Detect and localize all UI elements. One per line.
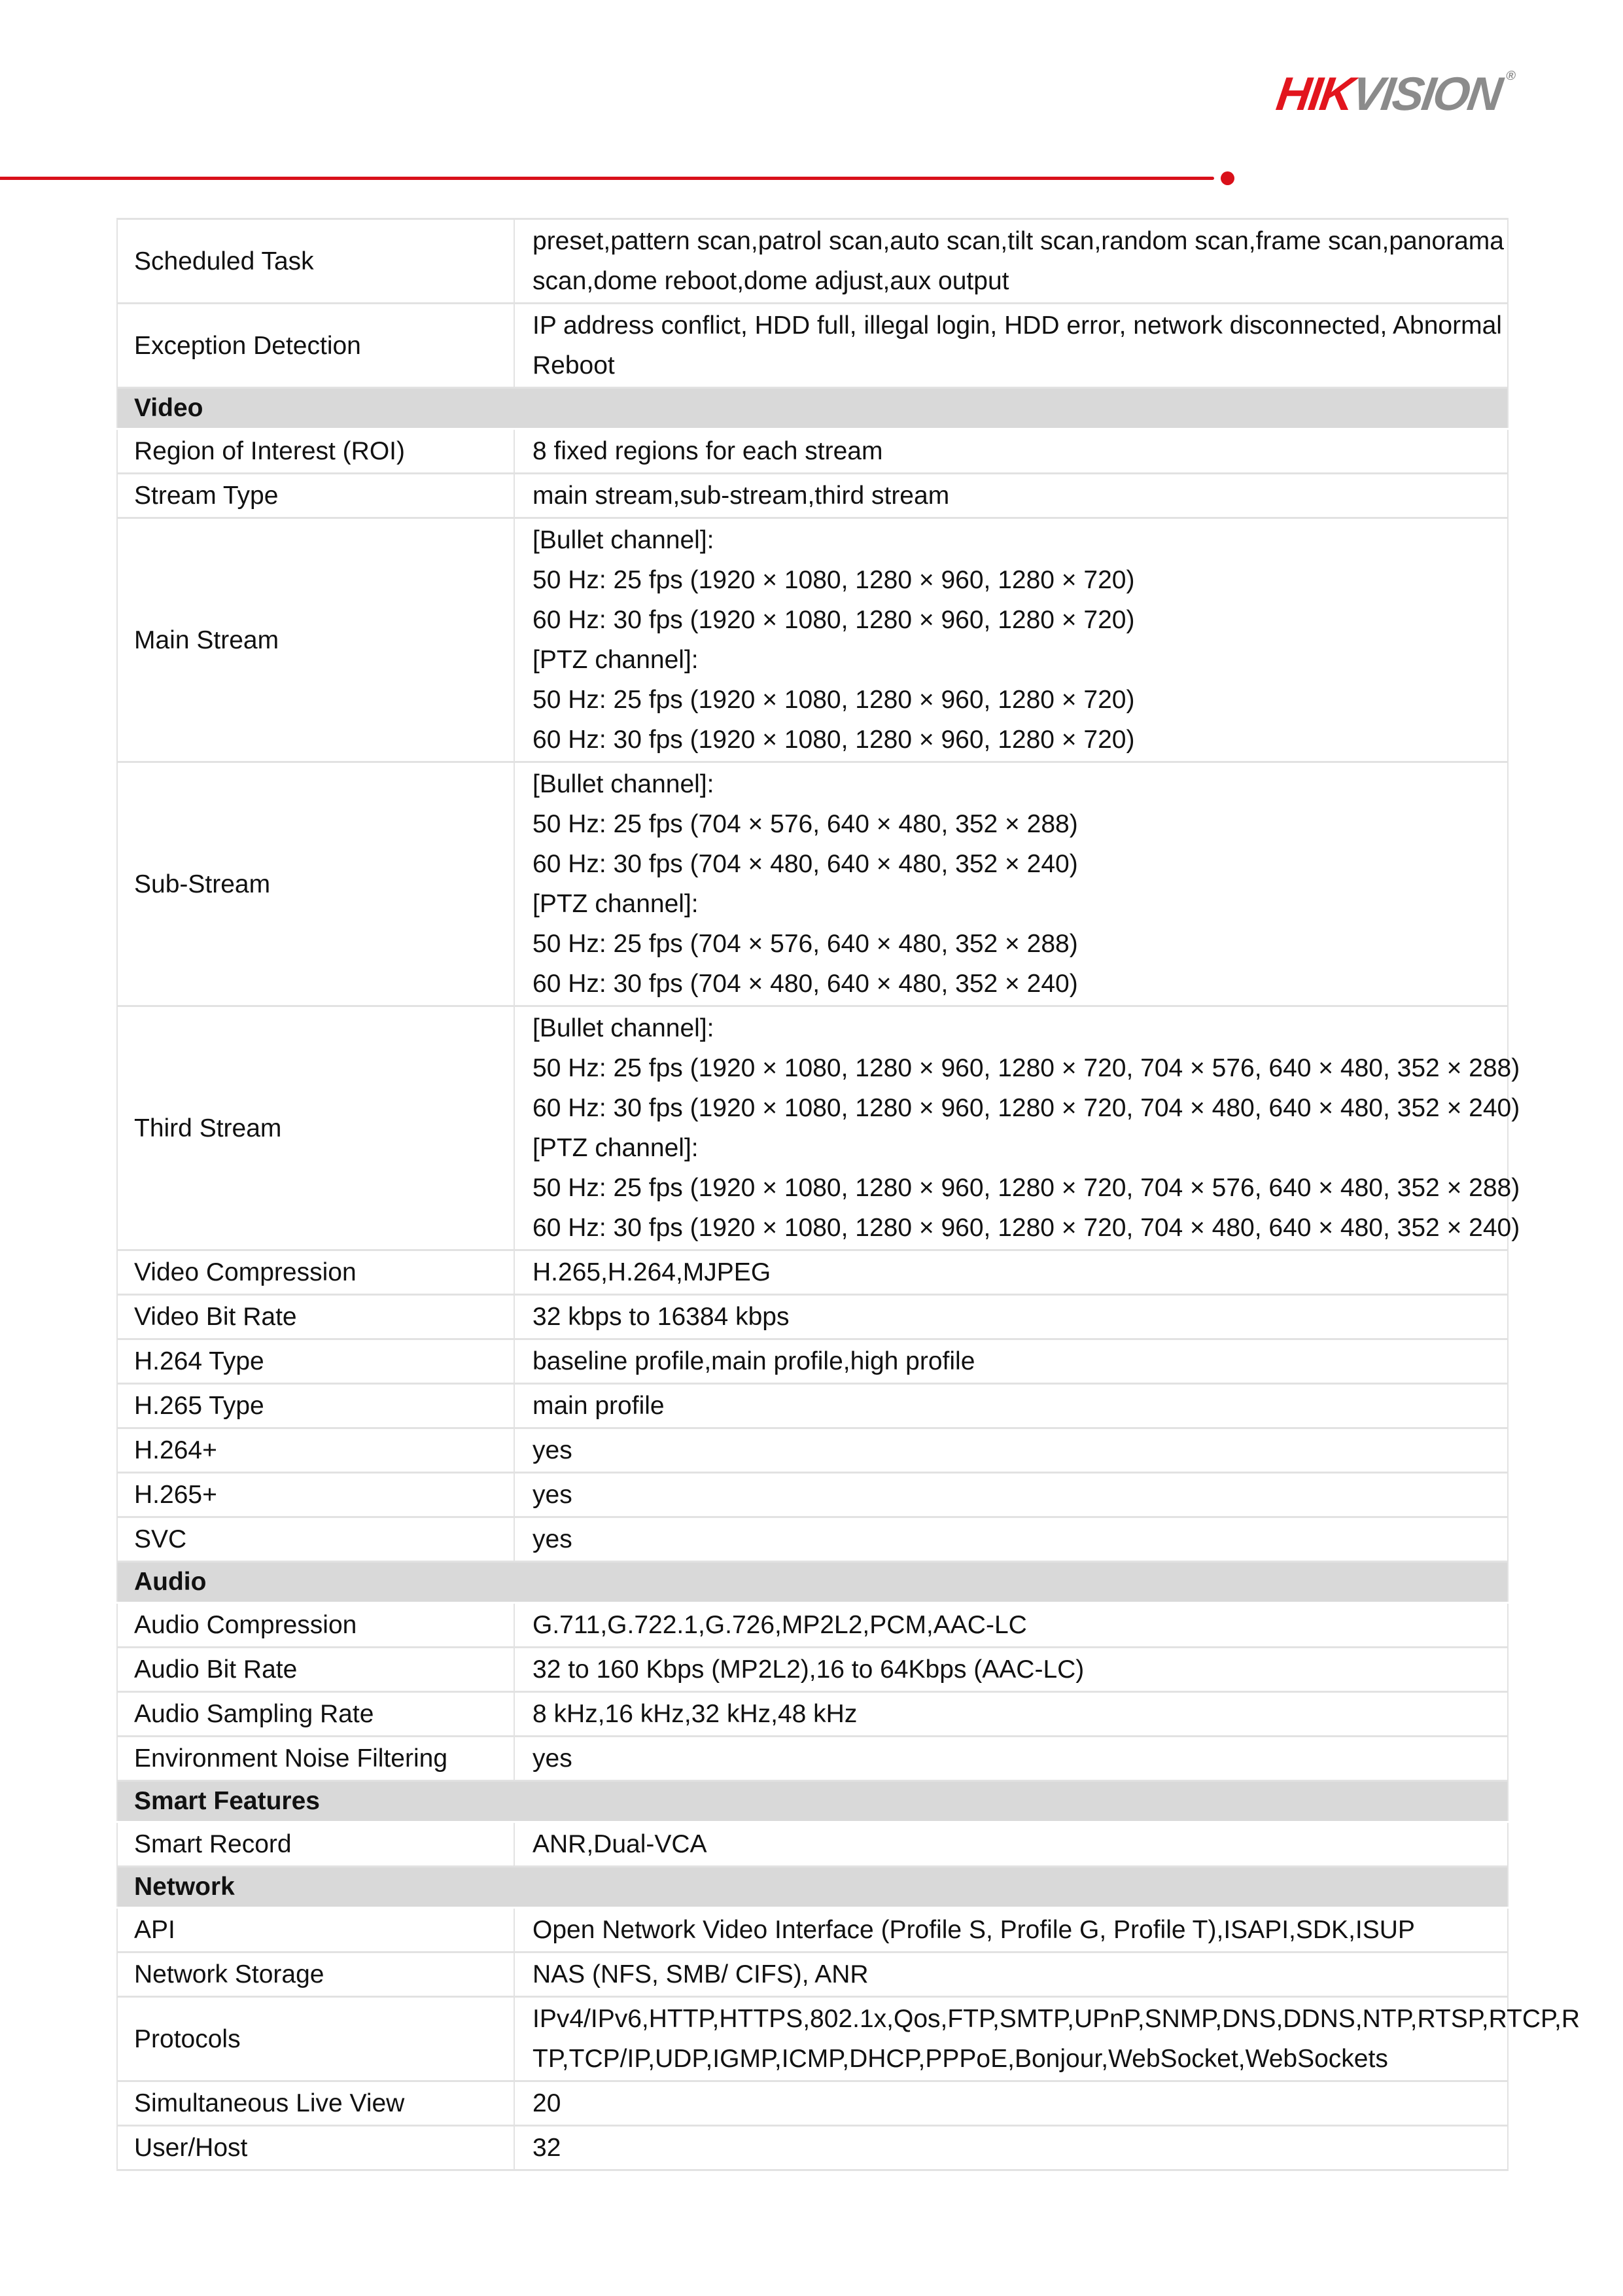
spec-label: Exception Detection (117, 304, 514, 388)
spec-value (514, 1428, 1508, 1473)
spec-value (514, 1648, 1508, 1692)
spec-value-line: 8 kHz,16 kHz,32 kHz,48 kHz (532, 1700, 858, 1728)
spec-label: H.265+ (117, 1473, 514, 1517)
spec-value (514, 1603, 1508, 1648)
hikvision-logo (1273, 68, 1517, 120)
spec-value-line: 32 to 160 Kbps (MP2L2),16 to 64Kbps (AAC-LC) (532, 1655, 1085, 1684)
table-row (117, 1428, 1508, 1473)
spec-label: Third Stream (117, 1006, 514, 1250)
table-row (117, 1822, 1508, 1867)
spec-value-line: [PTZ channel]: (532, 1134, 699, 1162)
spec-value-line: Reboot (532, 351, 615, 380)
spec-value (514, 2081, 1508, 2126)
spec-value-line: [Bullet channel]: (532, 1014, 714, 1042)
spec-value (514, 429, 1508, 474)
spec-value (514, 1822, 1508, 1867)
logo-hik-text: HIK (1273, 68, 1356, 120)
spec-label: H.264 Type (117, 1339, 514, 1384)
spec-value-line: baseline profile,main profile,high profile (532, 1347, 975, 1375)
spec-value (514, 518, 1508, 762)
spec-value-line: 50 Hz: 25 fps (1920 × 1080, 1280 × 960, 1280 × 720, 704 × 576, 640 × 480, 352 × 288) (532, 1054, 1520, 1082)
spec-label: Audio Compression (117, 1603, 514, 1648)
spec-value-line: [Bullet channel]: (532, 770, 714, 798)
section-header: Network (117, 1867, 1508, 1908)
specification-table-body (117, 219, 1580, 2170)
spec-value (514, 1692, 1508, 1737)
spec-value-line: 60 Hz: 30 fps (1920 × 1080, 1280 × 960, 1280 × 720) (532, 606, 1135, 634)
table-row (117, 1603, 1508, 1648)
table-row (117, 1908, 1508, 1952)
spec-label: API (117, 1908, 514, 1952)
table-row (117, 429, 1508, 474)
spec-value (514, 1339, 1508, 1384)
spec-value-line: main stream,sub-stream,third stream (532, 482, 950, 510)
spec-value-line: 60 Hz: 30 fps (704 × 480, 640 × 480, 352 × 240) (532, 970, 1078, 998)
spec-value (514, 219, 1508, 304)
section-header: Audio (117, 1562, 1508, 1603)
spec-value-line: 60 Hz: 30 fps (704 × 480, 640 × 480, 352 × 240) (532, 850, 1078, 878)
spec-value-line: main profile (532, 1392, 665, 1420)
spec-label: Video Bit Rate (117, 1295, 514, 1339)
spec-value (514, 1295, 1508, 1339)
spec-label: User/Host (117, 2126, 514, 2170)
table-row (117, 1648, 1508, 1692)
spec-value (514, 762, 1508, 1006)
spec-value-line: preset,pattern scan,patrol scan,auto scan,tilt scan,random scan,frame scan,panorama (532, 227, 1504, 255)
spec-value (514, 1384, 1508, 1428)
header-rule (0, 177, 1214, 180)
spec-value (514, 1737, 1508, 1781)
spec-value (514, 1952, 1508, 1997)
table-row (117, 762, 1508, 1006)
section-header: Smart Features (117, 1781, 1508, 1822)
table-row (117, 2081, 1508, 2126)
spec-value-line: 50 Hz: 25 fps (1920 × 1080, 1280 × 960, 1280 × 720) (532, 566, 1135, 594)
spec-value (514, 1006, 1520, 1250)
spec-value-line: 50 Hz: 25 fps (1920 × 1080, 1280 × 960, 1280 × 720, 704 × 576, 640 × 480, 352 × 288) (532, 1174, 1520, 1202)
spec-value-line: 32 kbps to 16384 kbps (532, 1303, 790, 1331)
spec-label: Environment Noise Filtering (117, 1737, 514, 1781)
spec-value-line: ANR,Dual-VCA (532, 1830, 707, 1858)
spec-value (514, 2126, 1508, 2170)
spec-value-line: H.265,H.264,MJPEG (532, 1258, 771, 1286)
table-row (117, 304, 1508, 388)
spec-label: Stream Type (117, 474, 514, 518)
spec-value-line: 50 Hz: 25 fps (704 × 576, 640 × 480, 352 × 288) (532, 810, 1078, 838)
spec-value-line: Open Network Video Interface (Profile S, Profile G, Profile T),ISAPI,SDK,ISUP (532, 1916, 1415, 1944)
table-row (117, 1997, 1508, 2081)
section-row (117, 1562, 1508, 1603)
spec-value-line: scan,dome reboot,dome adjust,aux output (532, 267, 1009, 295)
spec-value (514, 1517, 1508, 1562)
spec-label: Audio Sampling Rate (117, 1692, 514, 1737)
spec-value (514, 1908, 1508, 1952)
section-header: Video (117, 388, 1508, 429)
spec-value (514, 1250, 1508, 1295)
table-row (117, 1692, 1508, 1737)
section-row (117, 388, 1508, 429)
spec-label: Audio Bit Rate (117, 1648, 514, 1692)
table-row (117, 1006, 1508, 1250)
spec-value-line: G.711,G.722.1,G.726,MP2L2,PCM,AAC-LC (532, 1611, 1027, 1639)
table-row (117, 1339, 1508, 1384)
table-row (117, 1250, 1508, 1295)
header-rule-dot-icon (1221, 171, 1234, 185)
spec-label: Smart Record (117, 1822, 514, 1867)
spec-value-line: yes (532, 1481, 572, 1509)
spec-value-line: IP address conflict, HDD full, illegal login, HDD error, network disconnected, Abnormal (532, 311, 1502, 340)
specification-table (116, 218, 1580, 2171)
spec-label: H.264+ (117, 1428, 514, 1473)
spec-value (514, 304, 1508, 388)
table-row (117, 1384, 1508, 1428)
spec-label: SVC (117, 1517, 514, 1562)
table-row (117, 2126, 1508, 2170)
spec-label: Main Stream (117, 518, 514, 762)
logo-vision-text: VISION (1348, 68, 1504, 120)
registered-trademark-icon: ® (1505, 69, 1517, 83)
spec-value-line: 20 (532, 2089, 561, 2117)
spec-value-line: yes (532, 1525, 572, 1553)
spec-value-line: 60 Hz: 30 fps (1920 × 1080, 1280 × 960, 1280 × 720, 704 × 480, 640 × 480, 352 × 240) (532, 1094, 1520, 1122)
spec-label: Protocols (117, 1997, 514, 2081)
table-row (117, 1737, 1508, 1781)
spec-value-line: 60 Hz: 30 fps (1920 × 1080, 1280 × 960, 1280 × 720) (532, 726, 1135, 754)
table-row (117, 1295, 1508, 1339)
spec-value-line: IPv4/IPv6,HTTP,HTTPS,802.1x,Qos,FTP,SMTP,UPnP,SNMP,DNS,DDNS,NTP,RTSP,RTCP,R (532, 2005, 1580, 2033)
spec-value-line: 50 Hz: 25 fps (704 × 576, 640 × 480, 352 × 288) (532, 930, 1078, 958)
spec-label: Simultaneous Live View (117, 2081, 514, 2126)
spec-value-line: TP,TCP/IP,UDP,IGMP,ICMP,DHCP,PPPoE,Bonjour,WebSocket,WebSockets (532, 2045, 1388, 2073)
spec-value-line: 50 Hz: 25 fps (1920 × 1080, 1280 × 960, 1280 × 720) (532, 686, 1135, 714)
spec-label: Sub-Stream (117, 762, 514, 1006)
spec-value-line: 8 fixed regions for each stream (532, 437, 883, 465)
table-row (117, 1952, 1508, 1997)
spec-value-line: NAS (NFS, SMB/ CIFS), ANR (532, 1960, 869, 1988)
spec-value-line: 32 (532, 2134, 561, 2162)
spec-label: Scheduled Task (117, 219, 514, 304)
table-row (117, 1473, 1508, 1517)
spec-value-line: yes (532, 1436, 572, 1464)
spec-value-line: [PTZ channel]: (532, 890, 699, 918)
spec-label: H.265 Type (117, 1384, 514, 1428)
spec-label: Region of Interest (ROI) (117, 429, 514, 474)
table-row (117, 219, 1508, 304)
spec-value-line: 60 Hz: 30 fps (1920 × 1080, 1280 × 960, 1280 × 720, 704 × 480, 640 × 480, 352 × 240) (532, 1214, 1520, 1242)
spec-value-line: yes (532, 1744, 572, 1773)
spec-value (514, 474, 1508, 518)
section-row (117, 1781, 1508, 1822)
spec-value (514, 1997, 1580, 2081)
spec-label: Video Compression (117, 1250, 514, 1295)
section-row (117, 1867, 1508, 1908)
table-row (117, 518, 1508, 762)
table-row (117, 474, 1508, 518)
table-row (117, 1517, 1508, 1562)
spec-value-line: [Bullet channel]: (532, 526, 714, 554)
spec-value (514, 1473, 1508, 1517)
spec-value-line: [PTZ channel]: (532, 646, 699, 674)
spec-label: Network Storage (117, 1952, 514, 1997)
